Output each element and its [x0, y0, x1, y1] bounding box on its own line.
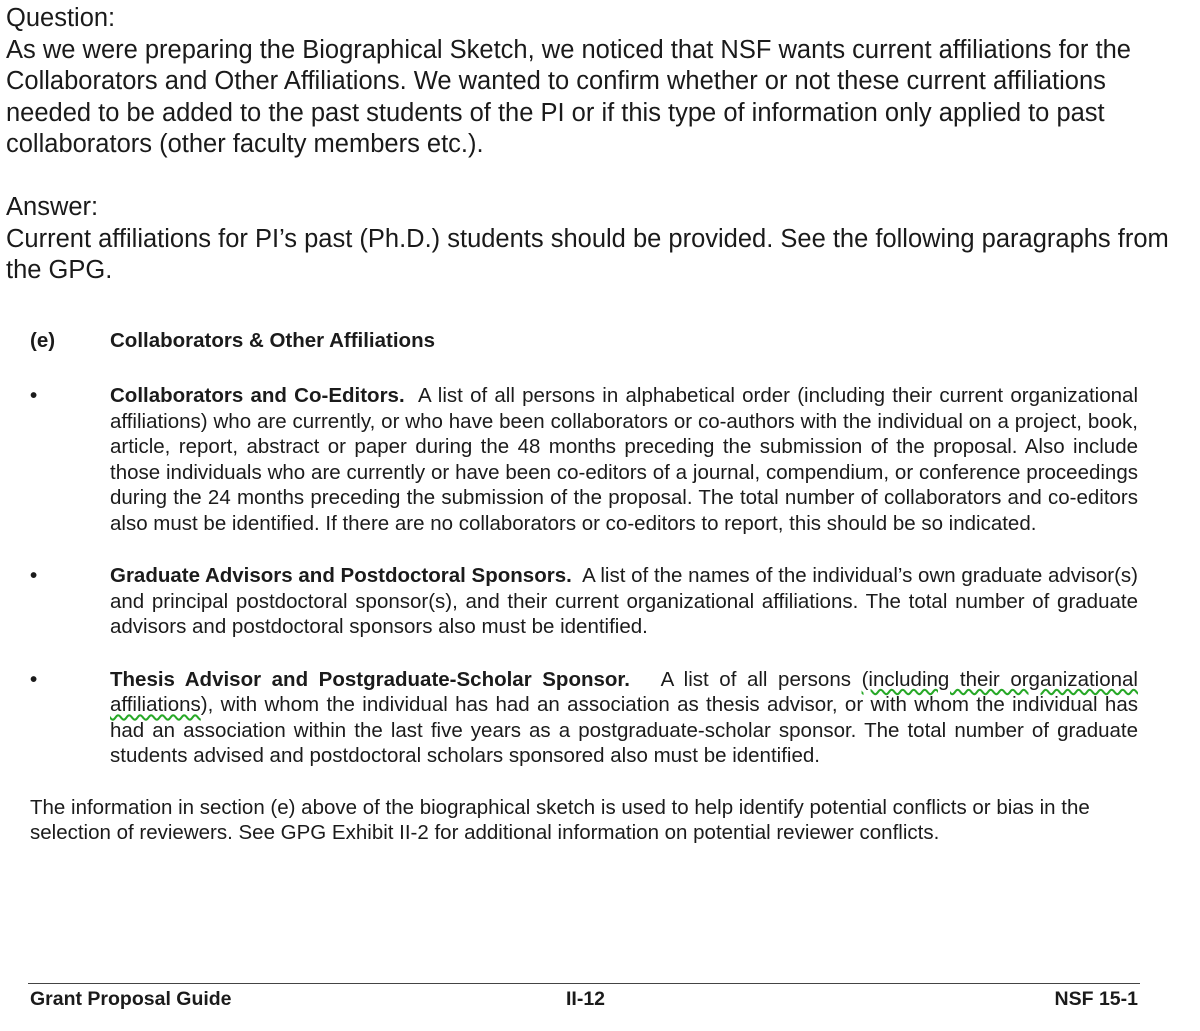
spacer [6, 161, 1194, 193]
bullet-icon: • [30, 667, 38, 691]
item-paragraph [110, 667, 1138, 769]
section-title: Collaborators & Other Affiliations [110, 329, 435, 352]
qa-block [6, 3, 1194, 287]
list-item [30, 383, 1138, 536]
item-text: A list of all persons [660, 667, 851, 691]
list-item [30, 563, 1138, 640]
page-footer [28, 983, 1140, 1010]
question-label: Question: [6, 4, 116, 32]
gpg-excerpt [30, 326, 1138, 846]
section-letter: (e) [30, 329, 56, 352]
item-paragraph [110, 383, 1138, 536]
item-text-continued: ), with whom the individual has had an association as thesis advisor, or with whom the individual has had an association within the last five years as a postgraduate-scholar sponsor. The total number of graduate students advised and postdoctoral scholars sponsored also must be identified. [110, 693, 1138, 767]
item-paragraph [110, 563, 1138, 640]
page-number: II-12 [566, 988, 606, 1010]
item-heading: Thesis Advisor and Postgraduate-Scholar Sponsor. [110, 667, 630, 691]
list-item [30, 667, 1138, 769]
bullet-icon: • [30, 564, 38, 587]
item-heading: Collaborators and Co-Editors. [110, 384, 405, 407]
question-text: As we were preparing the Biographical Sketch, we noticed that NSF wants current affiliations for the Collaborators and Other Affiliations. We wanted to confirm whether or not these current affiliations needed to be added to the past students of the PI or if this type of information only applied to past collaborators (other faculty members etc.). [6, 35, 1131, 158]
section-heading [30, 326, 1138, 358]
item-text: A list of all persons in alphabetical order (including their current organizational affiliations) who are currently, or who have been collaborators or co-authors with the individual on a project, book, article, report, abstract or paper during the 48 months preceding the submission of the proposal. Also include those individuals who are currently or have been co-editors of a journal, compendium, or conference proceedings during the 24 months preceding the submission of the proposal. The total number of collaborators and co-editors also must be identified. If there are no collaborators or co-editors to report, this should be so indicated. [110, 384, 1138, 535]
item-text: A list of the names of the individual’s own graduate advisor(s) and principal postdoctoral sponsor(s), and their current organizational affiliations. The total number of graduate advisors and postdoctoral sponsors also must be identified. [110, 564, 1138, 638]
footer-title: Grant Proposal Guide [30, 988, 232, 1010]
item-heading: Graduate Advisors and Postdoctoral Sponsors. [110, 564, 572, 587]
answer-label: Answer: [6, 193, 99, 221]
grammar-highlight: (including their organizational affiliations [110, 667, 1138, 716]
document-id: NSF 15-1 [1054, 988, 1138, 1010]
answer-text: Current affiliations for PI’s past (Ph.D.) students should be provided. See the following paragraphs from the GPG. [6, 224, 1169, 284]
closing-paragraph: The information in section (e) above of the biographical sketch is used to help identify potential conflicts or bias in the selection of reviewers. See GPG Exhibit II-2 for additional information on potential reviewer conflicts. [30, 795, 1090, 844]
bullet-icon: • [30, 384, 38, 407]
